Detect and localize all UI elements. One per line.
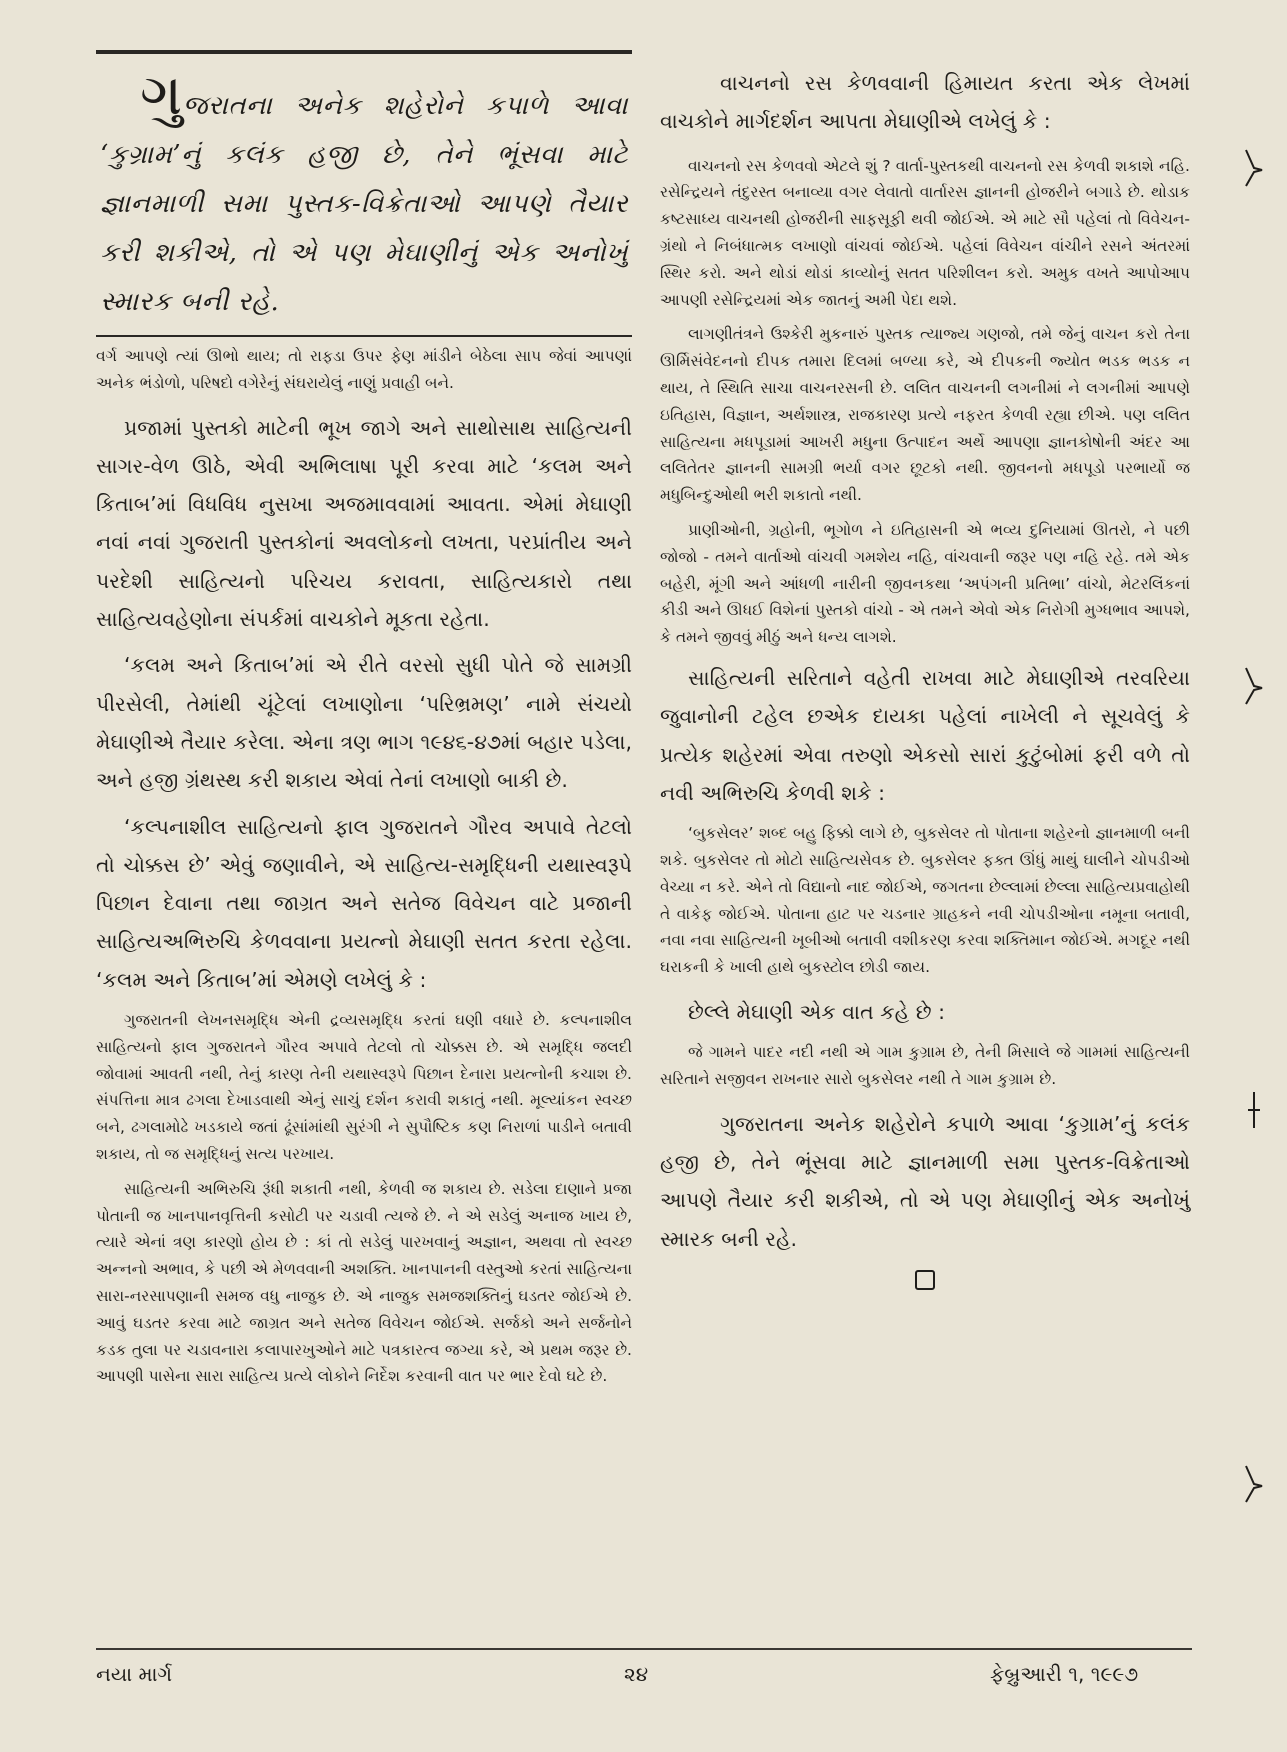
closing-paragraph: ગુજરાતના અનેક શહેરોને કપાળે આવા ‘કુગ્રામ’નું કલંક હજી છે, તેને ભૂંસવા માટે જ્ઞાનમાળી સમા પુસ્તક-વિક્રેતાઓ આપણે તૈયાર કરી શકીએ, તો એ પણ મેઘાણીનું એક અનોખું સ્મારક બની રહે. <box>660 1111 1190 1251</box>
body-paragraph: છેલ્લે મેઘાણી એક વાત કહે છે : <box>688 999 946 1024</box>
pullquote-bottom-rule <box>96 335 632 337</box>
left-column <box>96 50 632 1390</box>
quoted-paragraph: ગુજરાતની લેખનસમૃદ્ધિ એની દ્રવ્યસમૃદ્ધિ કરતાં ઘણી વધારે છે. કલ્પનાશીલ સાહિત્યનો ફાલ ગુજરાતને ગૌરવ અપાવે તેટલો તો ચોક્કસ છે. એ સમૃદ્ધિ જલદી જોવામાં આવતી નથી, તેનું કારણ તેની યથાસ્વરૂપે પિછાન દેનારા પ્રયત્નોની કચાશ છે. સંપત્તિના માત્ર ઢગલા દેખાડવાથી એનું સાચું દર્શન કરાવી શકાતું નથી. મૂલ્યાંકન સ્વચ્છ બને, ઢગલામોઢે ખડકાયે જતાં ઢૂંસાંમાંથી સુરંગી ને સુપૌષ્ટિક કણ નિરાળાં પાડીને બતાવી શકાય, તો જ સમૃદ્ધિનું સત્ય પરખાય. <box>96 1011 632 1164</box>
binding-tear-icon <box>1244 148 1264 188</box>
body-paragraph: વાચનનો રસ કેળવવાની હિમાયત કરતા એક લેખમાં વાચકોને માર્ગદર્શન આપતા મેઘાણીએ લખેલું કે : <box>660 71 1190 134</box>
quoted-paragraph: લાગણીતંત્રને ઉશ્કેરી મુકનારું પુસ્તક ત્યાજ્ય ગણજો, તમે જેનું વાચન કરો તેના ઊર્મિસંવેદનનો દીપક તમારા દિલમાં બળ્યા કરે, એ દીપકની જ્યોત ભડક ભડક ન થાય, તે સ્થિતિ સાચા વાચનરસની છે. લલિત વાચનની લગનીમાં ને લગનીમાં આપણે ઇતિહાસ, વિજ્ઞાન, અર્થશાસ્ત્ર, રાજકારણ પ્રત્યે નફરત કેળવી રહ્યા છીએ. પણ લલિત સાહિત્યના મધપૂડામાં આખરી મધુના ઉત્પાદન અર્થે આપણા જ્ઞાનકોષોની અંદર આ લલિતેતર જ્ઞાનની સામગ્રી ભર્યા વગર છૂટકો નથી. જીવનનો મધપૂડો પરભાર્યો જ મધુબિન્દુઓથી ભરી શકાતો નથી. <box>660 325 1190 505</box>
body-paragraph: સાહિત્યની સરિતાને વહેતી રાખવા માટે મેઘાણીએ તરવરિયા જુવાનોની ટહેલ છએક દાયકા પહેલાં નાખેલી ને સૂચવેલું કે પ્રત્યેક શહેરમાં એવા તરુણો એકસો સારાં કુટુંબોમાં ફરી વળે તો નવી અભિરુચિ કેળવી શકે : <box>660 665 1190 805</box>
continued-paragraph: વર્ગ આપણે ત્યાં ઊભો થાય; તો રાફડા ઉપર ફેણ માંડીને બેઠેલા સાપ જેવાં આપણાં અનેક ભંડોળો, પરિષદો વગેરેનું સંઘરાયેલું નાણું પ્રવાહી બને. <box>96 347 632 392</box>
binding-tear-icon <box>1244 666 1264 706</box>
pull-quote-dropcap: ગુ <box>140 60 183 128</box>
body-paragraph: ‘કલમ અને કિતાબ’માં એ રીતે વરસો સુધી પોતે જે સામગ્રી પીરસેલી, તેમાંથી ચૂંટેલાં લખાણોના ‘પરિભ્રમણ’ નામે સંચયો મેઘાણીએ તૈયાર કરેલા. એના ત્રણ ભાગ ૧૯૪૬-૪૭માં બહાર પડેલા, અને હજી ગ્રંથસ્થ કરી શકાય એવાં તેનાં લખાણો બાકી છે. <box>96 653 632 793</box>
publication-name: નયા માર્ગ <box>96 1662 173 1686</box>
pullquote-top-rule <box>96 50 632 54</box>
right-column <box>660 64 1190 1290</box>
quoted-paragraph: ‘બુકસેલર’ શબ્દ બહુ ફિક્કો લાગે છે, બુકસેલર તો પોતાના શહેરનો જ્ઞાનમાળી બની શકે. બુકસેલર તો મોટો સાહિત્યસેવક છે. બુકસેલર ફક્ત ઊંધું માથું ઘાલીને ચોપડીઓ વેચ્યા ન કરે. એને તો વિદ્યાનો નાદ જોઈએ, જગતના છેલ્લામાં છેલ્લા સાહિત્યપ્રવાહોથી તે વાકેફ જોઈએ. પોતાના હાટ પર ચડનાર ગ્રાહકને નવી ચોપડીઓના નમૂના બતાવી, નવા નવા સાહિત્યની ખૂબીઓ બતાવી વશીકરણ કરવા શક્તિમાન જોઈએ. મગદૂર નથી ઘરાકની કે ખાલી હાથે બુકસ્ટોલ છોડી જાય. <box>660 824 1190 977</box>
quoted-paragraph: વાચનનો રસ કેળવવો એટલે શું ? વાર્તા-પુસ્તકથી વાચનનો રસ કેળવી શકાશે નહિ. રસેન્દ્રિયને તંદુરસ્ત બનાવ્યા વગર લેવાતો વાર્તારસ જ્ઞાનની હોજરીને બગાડે છે. થોડાક કષ્ટસાધ્ય વાચનથી હોજરીની સાફસૂફી થવી જોઈએ. એ માટે સૌ પહેલાં તો વિવેચન-ગ્રંથો ને નિબંધાત્મક લખાણો વાંચવાં જોઈએ. પહેલાં વિવેચન વાંચીને રસને અંતરમાં સ્થિર કરો. અને થોડાં થોડાં કાવ્યોનું સતત પરિશીલન કરો. અમુક વખતે આપોઆપ આપણી રસેન્દ્રિયમાં એક જાતનું અમી પેદા થશે. <box>660 156 1190 309</box>
pull-quote <box>96 60 632 327</box>
issue-date: ફેબ્રુઆરી ૧, ૧૯૯૭ <box>990 1662 1139 1686</box>
pull-quote-text: જરાતના અનેક શહેરોને કપાળે આવા ‘કુગ્રામ’નું કલંક હજી છે, તેને ભૂંસવા માટે જ્ઞાનમાળી સમા પુસ્તક-વિક્રેતાઓ આપણે તૈયાર કરી શકીએ, તો એ પણ મેઘાણીનું એક અનોખું સ્મારક બની રહે. <box>100 91 628 317</box>
end-of-article-icon <box>915 1270 935 1290</box>
body-paragraph: પ્રજામાં પુસ્તકો માટેની ભૂખ જાગે અને સાથોસાથ સાહિત્યની સાગર-વેળ ઊઠે, એવી અભિલાષા પૂરી કરવા માટે ‘કલમ અને કિતાબ’માં વિધવિધ નુસખા અજમાવવામાં આવતા. એમાં મેઘાણી નવાં નવાં ગુજરાતી પુસ્તકોનાં અવલોકનો લખતા, પરપ્રાંતીય અને પરદેશી સાહિત્યનો પરિચય કરાવતા, સાહિત્યકારો તથા સાહિત્યવહેણોના સંપર્કમાં વાચકોને મૂકતા રહેતા. <box>96 415 632 632</box>
binding-tear-icon <box>1244 1090 1264 1130</box>
quoted-paragraph: સાહિત્યની અભિરુચિ રૂંધી શકાતી નથી, કેળવી જ શકાય છે. સડેલા દાણાને પ્રજા પોતાની જ ખાનપાનવૃત્તિની કસોટી પર ચડાવી ત્યજે છે. ને એ સડેલું અનાજ ખાય છે, ત્યારે એનાં ત્રણ કારણો હોય છે : કાં તો સડેલું પારખવાનું અજ્ઞાન, અથવા તો સ્વચ્છ અન્નનો અભાવ, કે પછી એ મેળવવાની અશક્તિ. ખાનપાનની વસ્તુઓ કરતાં સાહિત્યના સારા-નરસાપણાની સમજ વધુ નાજુક છે. એ નાજુક સમજશક્તિનું ઘડતર જોઈએ છે. આવું ઘડતર કરવા માટે જાગ્રત અને સતેજ વિવેચન જોઈએ. સર્જકો અને સર્જનોને કડક તુલા પર ચડાવનારા કલાપારખુઓને માટે પત્રકારત્વ જગ્યા કરે, એ પ્રથમ જરૂર છે. આપણી પાસેના સારા સાહિત્ય પ્રત્યે લોકોને નિર્દેશ કરવાની વાત પર ભાર દેવો ઘટે છે. <box>96 1179 632 1386</box>
quoted-paragraph: જે ગામને પાદર નદી નથી એ ગામ કુગ્રામ છે, તેની મિસાલે જે ગામમાં સાહિત્યની સરિતાને સજીવન રાખનાર સારો બુકસેલર નથી તે ગામ કુગ્રામ છે. <box>660 1043 1190 1088</box>
binding-tear-icon <box>1244 1464 1264 1504</box>
quoted-paragraph: પ્રાણીઓની, ગ્રહોની, ભૂગોળ ને ઇતિહાસની એ ભવ્ય દુનિયામાં ઊતરો, ને પછી જોજો - તમને વાર્તાઓ વાંચવી ગમશેય નહિ, વાંચવાની જરૂર પણ નહિ રહે. તમે એક બહેરી, મૂંગી અને આંધળી નારીની જીવનકથા ‘અપંગની પ્રતિભા’ વાંચો, મેટરલિંકનાં કીડી અને ઊધઈ વિશેનાં પુસ્તકો વાંચો - એ તમને એવો એક નિરોગી મુગ્ધભાવ આપશે, કે તમને જીવવું મીઠું અને ધન્ય લાગશે. <box>660 520 1190 647</box>
body-paragraph: ‘કલ્પનાશીલ સાહિત્યનો ફાલ ગુજરાતને ગૌરવ અપાવે તેટલો તો ચોક્કસ છે’ એવું જણાવીને, એ સાહિત્ય-સમૃદ્ધિની યથાસ્વરૂપે પિછાન દેવાના તથા જાગ્રત અને સતેજ વિવેચન વાટે પ્રજાની સાહિત્યઅભિરુચિ કેળવવાના પ્રયત્નો મેઘાણી સતત કરતા રહેલા. ‘કલમ અને કિતાબ’માં એમણે લખેલું કે : <box>96 814 632 992</box>
page-number: ૨૪ <box>624 1662 649 1686</box>
footer-rule <box>96 1648 1192 1650</box>
